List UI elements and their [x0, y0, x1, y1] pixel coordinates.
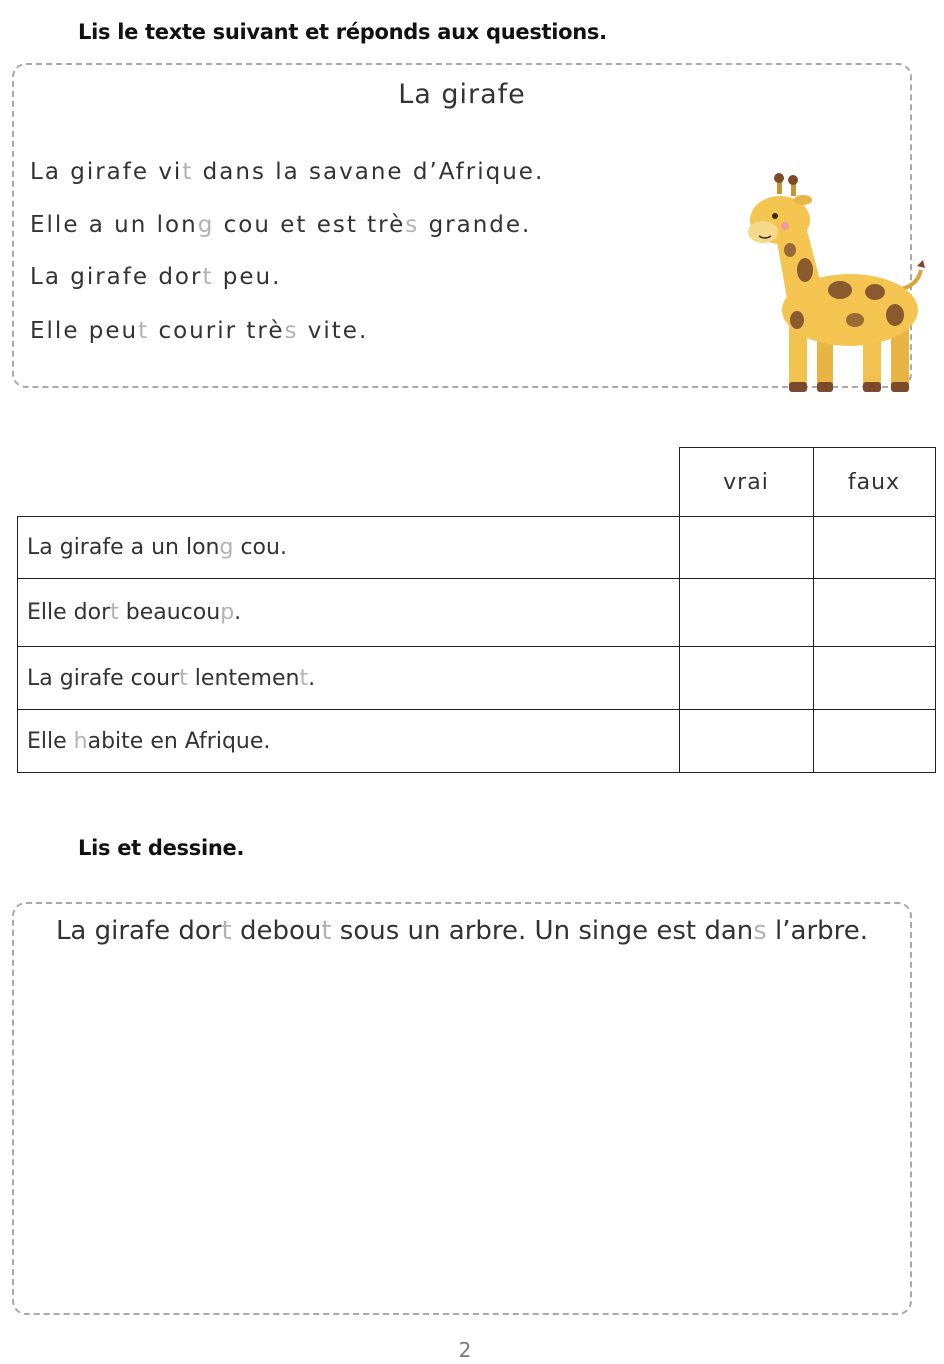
silent-letter: p [220, 600, 235, 625]
drawing-area[interactable] [12, 902, 912, 1315]
table-row [18, 710, 936, 773]
faux-answer-cell[interactable] [813, 579, 935, 647]
story-title: La girafe [398, 79, 526, 110]
story-line [30, 264, 281, 290]
text-segment: La girafe dor [30, 264, 203, 290]
text-segment: . [308, 665, 316, 691]
silent-letter: t [138, 318, 150, 344]
vrai-answer-cell[interactable] [679, 647, 813, 710]
text-segment: grande. [419, 212, 532, 238]
silent-letter: s [284, 318, 299, 344]
silent-letter: g [219, 535, 234, 560]
silent-letter: t [182, 159, 194, 185]
text-segment: vite. [298, 318, 369, 344]
drawing-sentence [14, 916, 910, 946]
text-segment: courir trè [149, 318, 285, 344]
text-segment: La girafe cour [27, 665, 180, 691]
faux-answer-cell[interactable] [813, 647, 935, 710]
header-vrai: vrai [679, 448, 813, 517]
statement-cell [18, 517, 680, 579]
text-segment: debou [231, 916, 322, 946]
silent-letter: t [221, 916, 232, 946]
text-segment: La girafe a un lon [27, 535, 220, 560]
text-segment: beaucou [118, 600, 221, 625]
silent-letter: h [73, 728, 88, 754]
true-false-table [17, 447, 936, 773]
story-line [30, 159, 544, 185]
story-line [30, 318, 368, 344]
text-segment: sous un arbre. Un singe est dan [331, 916, 754, 946]
instruction-read-draw: Lis et dessine. [78, 836, 245, 860]
silent-letter: t [202, 264, 214, 290]
statement-cell [18, 647, 680, 710]
table-row [18, 517, 936, 579]
table-row [18, 647, 936, 710]
instruction-read-answer: Lis le texte suivant et réponds aux questions. [78, 20, 607, 44]
text-segment: Elle a un lon [30, 212, 198, 238]
statement-cell [18, 710, 680, 773]
text-segment: Elle dor [27, 600, 111, 625]
text-segment: l’arbre. [766, 916, 869, 946]
story-line [30, 212, 531, 238]
text-segment: Elle [27, 728, 74, 754]
silent-letter: t [179, 665, 188, 691]
vrai-answer-cell[interactable] [679, 710, 813, 773]
text-segment: Elle peu [30, 318, 139, 344]
text-segment: peu. [213, 264, 282, 290]
table-header-blank [18, 448, 680, 517]
statement-cell [18, 579, 680, 647]
text-segment: . [234, 600, 242, 625]
text-segment: lentemen [187, 665, 300, 691]
vrai-answer-cell[interactable] [679, 517, 813, 579]
silent-letter: g [197, 212, 215, 238]
text-segment: cou et est trè [214, 212, 406, 238]
text-segment: La girafe dor [55, 916, 222, 946]
silent-letter: t [299, 665, 309, 691]
giraffe-illustration [745, 170, 935, 400]
silent-letter: t [321, 916, 332, 946]
faux-answer-cell[interactable] [813, 710, 935, 773]
table-header-row [18, 448, 936, 517]
text-segment: dans la savane d’Afrique. [193, 159, 545, 185]
silent-letter: s [405, 212, 420, 238]
table-row [18, 579, 936, 647]
text-segment: La girafe vi [30, 159, 183, 185]
text-segment: abite en Afrique. [87, 728, 271, 754]
page-number: 2 [458, 1338, 472, 1362]
vrai-answer-cell[interactable] [679, 579, 813, 647]
silent-letter: t [110, 600, 119, 625]
silent-letter: s [753, 916, 767, 946]
header-faux: faux [813, 448, 935, 517]
text-segment: cou. [233, 535, 287, 560]
faux-answer-cell[interactable] [813, 517, 935, 579]
